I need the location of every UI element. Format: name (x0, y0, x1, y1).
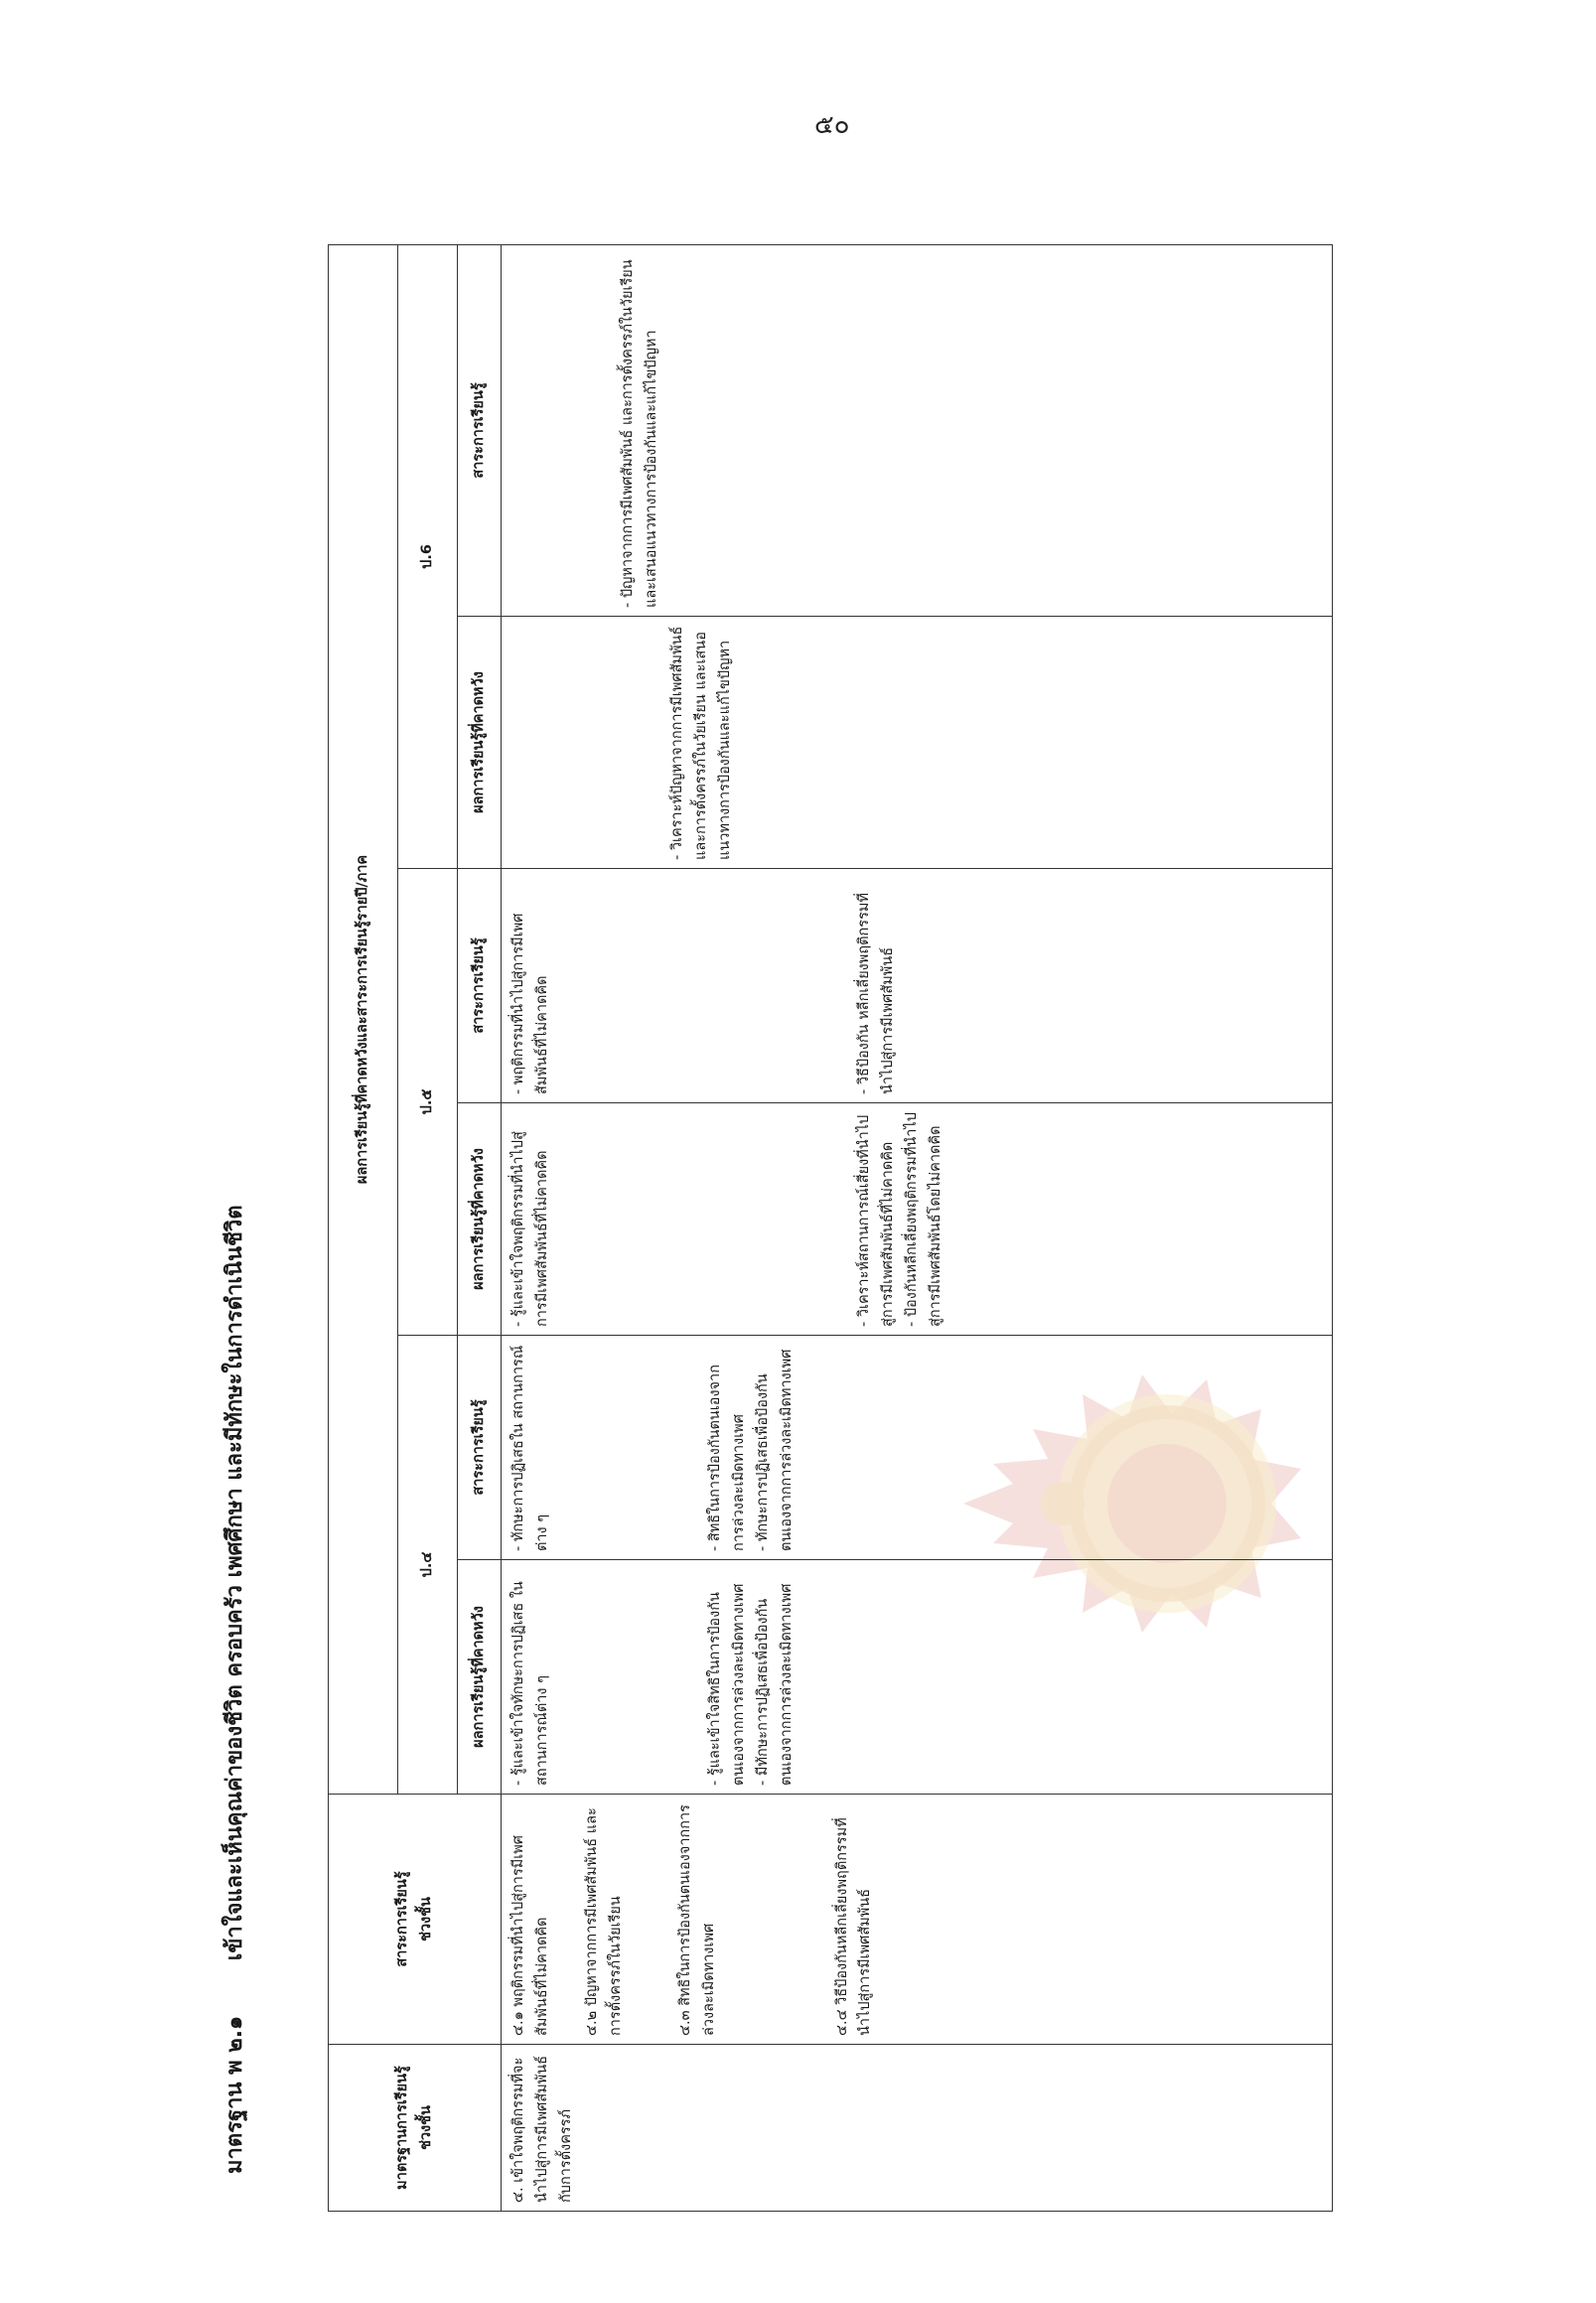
curriculum-table (328, 244, 1333, 2212)
header-content-p6: สาระการเรียนรู้ (458, 244, 502, 616)
list-item: - วิเคราะห์สถานการณ์เสี่ยงที่นำไปสู่การมีเพศสัมพันธ์ที่ไม่คาดคิด (855, 1114, 896, 1327)
page-number: ๕๐ (814, 110, 850, 140)
header-group: ผลการเรียนรู้ที่คาดหวังและสาระการเรียนรู้รายปี/ภาค (329, 244, 398, 1794)
list-item: - วิธีป้องกัน หลีกเลี่ยงพฤติกรรมที่นำไปสู่การมีเพศสัมพันธ์ (855, 893, 896, 1094)
list-item: - ทักษะการปฏิเสธใน สถานการณ์ต่าง ๆ (510, 1345, 550, 1551)
content-item: ๔.๒ ปัญหาจากการมีเพศสัมพันธ์ และการตั้งครรภ์ในวัยเรียน (583, 1807, 624, 2036)
header-expected-p6: ผลการเรียนรู้ที่คาดหวัง (458, 617, 502, 869)
header-expected-p5: ผลการเรียนรู้ที่คาดหวัง (458, 1103, 502, 1336)
list-item: - วิเคราะห์ปัญหาจากการมีเพศสัมพันธ์ และการตั้งครรภ์ในวัยเรียน และเสนอแนวทางการป้องกันและแก้ไขปัญหา (669, 626, 733, 860)
standard-title: เข้าใจและเห็นคุณค่าของชีวิต ครอบครัว เพศศึกษา และมีทักษะในการดำเนินชีวิต (222, 1205, 247, 1961)
header-standard: มาตรฐานการเรียนรู้ ช่วงชั้น (329, 2045, 502, 2212)
header-grade-p6: ป.6 (398, 244, 458, 868)
header-grade-p4: ป.๔ (398, 1336, 458, 1795)
list-item: - ทักษะการปฏิเสธเพื่อป้องกันตนเองจากการล่วงละเมิดทางเพศ (754, 1349, 795, 1551)
p6-expected-cell (502, 617, 1333, 869)
page-heading (217, 386, 251, 2174)
list-item: - สิทธิในการป้องกันตนเองจากการล่วงละเมิดทางเพศ (706, 1365, 747, 1551)
header-content-p4: สาระการเรียนรู้ (458, 1336, 502, 1560)
p4-content-cell (502, 1336, 1333, 1560)
list-item: - รู้และเข้าใจสิทธิในการป้องกันตนเองจากการล่วงละเมิดทางเพศ (706, 1583, 747, 1786)
p6-content-cell (502, 244, 1333, 616)
content-item: ๔.๔ วิธีป้องกันหลีกเลี่ยงพฤติกรรมที่นำไปสู่การมีเพศสัมพันธ์ (833, 1817, 874, 2036)
header-content: สาระการเรียนรู้ ช่วงชั้น (329, 1795, 502, 2045)
p4-expected-cell (502, 1560, 1333, 1795)
header-expected-p4: ผลการเรียนรู้ที่คาดหวัง (458, 1560, 502, 1795)
content-cell (502, 1795, 1333, 2045)
p5-content-cell (502, 869, 1333, 1103)
list-item: - ปัญหาจากการมีเพศสัมพันธ์ และการตั้งครรภ์ในวัยเรียน และเสนอแนวทางการป้องกันและแก้ไขปัญหา (620, 259, 659, 608)
p5-expected-cell (502, 1103, 1333, 1336)
standard-text: ๔. เข้าใจพฤติกรรมที่จะนำไปสู่การมีเพศสัมพันธ์กับการตั้งครรภ์ (510, 2055, 574, 2203)
list-item: - ป้องกันหลีกเลี่ยงพฤติกรรมที่นำไปสู่การมีเพศสัมพันธ์โดยไม่คาดคิด (903, 1112, 943, 1327)
content-item: ๔.๓ สิทธิในการป้องกันตนเองจากการล่วงละเมิดทางเพศ (676, 1804, 717, 2036)
header-grade-p5: ป.๕ (398, 869, 458, 1336)
list-item: - รู้และเข้าใจทักษะการปฏิเสธ ในสถานการณ์ต่าง ๆ (510, 1581, 550, 1786)
content-item: ๔.๑ พฤติกรรมที่นำไปสู่การมีเพศสัมพันธ์ที่ไม่คาดคิด (510, 1834, 550, 2036)
list-item: - พฤติกรรมที่นำไปสู่การมีเพศสัมพันธ์ที่ไม่คาดคิด (510, 913, 550, 1094)
header-content-p5: สาระการเรียนรู้ (458, 869, 502, 1103)
standard-cell (502, 2045, 1333, 2212)
standard-code: มาตรฐาน พ ๒.๑ (222, 2015, 247, 2174)
list-item: - มีทักษะการปฏิเสธเพื่อป้องกันตนเองจากการล่วงละเมิดทางเพศ (754, 1583, 795, 1786)
list-item: - รู้และเข้าใจพฤติกรรมที่นำไปสู่การมีเพศสัมพันธ์ที่ไม่คาดคิด (510, 1131, 550, 1327)
